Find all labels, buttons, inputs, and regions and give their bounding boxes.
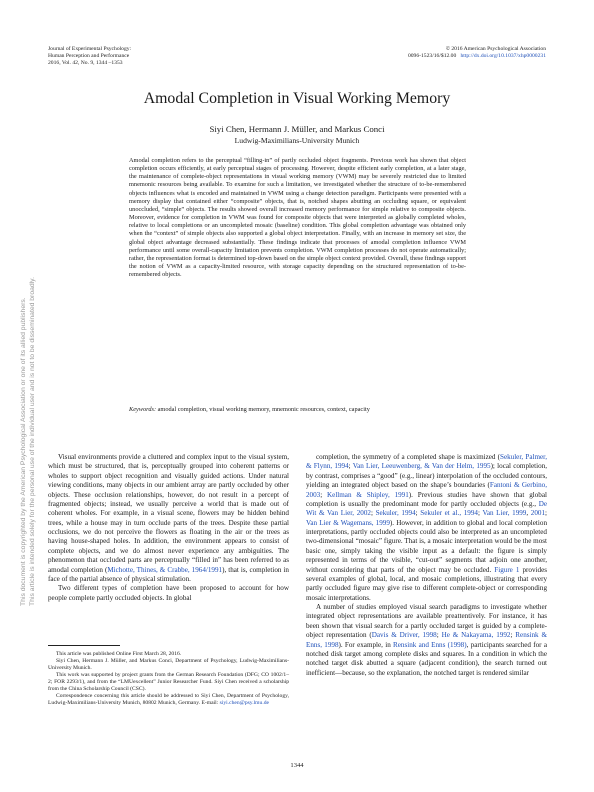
citation-link[interactable]: Van Lier & Wagemans, 1999 bbox=[306, 518, 390, 527]
footnote-funding: This work was supported by project grants from the German Research Foundation (DFG; CO 1002/1–2; FOR 2293/1), and from the “LMUexcellent” Junior Researcher Fund. Siyi Chen received a scholarship from the China Scholarship Council (CSC). bbox=[48, 672, 289, 693]
copyright-block bbox=[408, 46, 546, 60]
journal-volume-line: 2016, Vol. 42, No. 9, 1344 –1353 bbox=[48, 60, 123, 66]
footnote-author-note: Siyi Chen, Hermann J. Müller, and Markus Conci, Department of Psychology, Ludwig-Maximilians-University Munich. bbox=[48, 658, 289, 672]
journal-name-line-1: Journal of Experimental Psychology: bbox=[48, 46, 132, 52]
citation-link[interactable]: De Wit & Van Lier, 2002 bbox=[306, 499, 547, 518]
journal-citation bbox=[48, 46, 131, 67]
author-list: Siyi Chen, Hermann J. Müller, and Markus Conci bbox=[209, 124, 385, 134]
citation-link[interactable]: He & Nakayama, 1992 bbox=[441, 631, 511, 640]
citation-link[interactable]: Sekuler, Palmer, & Flynn, 1994 bbox=[306, 453, 547, 471]
body-column-left bbox=[48, 453, 289, 603]
citation-link[interactable]: Michotte, Thines, & Crabbe, 1964/1991 bbox=[107, 565, 223, 574]
email-link[interactable]: siyi.chen@psy.lmu.de bbox=[219, 700, 270, 707]
page-number: 1344 bbox=[290, 762, 304, 769]
footnote-correspondence bbox=[48, 693, 289, 707]
body-column-right bbox=[306, 453, 547, 678]
sidebar-notice-line-2: This article is intended solely for the personal use of the individual user and is not to be disseminated broadly. bbox=[28, 277, 36, 606]
footnote-published: This article was published Online First March 28, 2016. bbox=[56, 651, 182, 657]
body-paragraph: A number of studies employed visual search paradigms to investigate whether integrated object representations are available preattentively. For instance, it has been shown that visual search for a partly occluded target is guided by a complete-object representation (Davis & Driver, 1998; He & Nakayama, 1992; Rensink & Enns, 1998). For example, in Rensink and Enns (1998), participants searched for a notched disk target among complete disks and squares. In a condition in which the notched target disk abutted a square (adjacent condition), the search turned out inefficient—because, so the explanation, the notched target is rendered similar bbox=[306, 603, 547, 677]
journal-name-line-2: Human Perception and Performance bbox=[48, 53, 130, 59]
issn: 0096-1523/16/$12.00 bbox=[407, 53, 457, 59]
abstract: Amodal completion refers to the perceptual “filling-in” of partly occluded object fragments. Previous work has shown that object completion occurs efficiently, at early perceptual stages of processing. However, despite efficient early completion, at a later stage, the maintenance of complete-object representations in visual working memory (VWM) may be severely restricted due to limited mnemonic resources being available. To examine for such a limitation, we investigated whether the structure of to-be-remembered objects influences what is encoded and maintained in VWM using a change detection paradigm. Participants were presented with a memory display that contained either “composite” objects, that is, notched shapes abutting an occluding square, or equivalent unoccluded, “simple” objects. The results showed overall increased memory performance for simple relative to composite objects. Moreover, evidence for completion in VWM was found for composite objects that were interpreted as globally completed wholes, relative to local completions or an uncompleted mosaic (baseline) condition. This global completion advantage was obtained only when the “context” of simple objects also supported a global object interpretation. Finally, with an increase in memory set size, the global object advantage decreased substantially. These findings indicate that processes of amodal completion influence VWM performance until some overall-capacity limitation prevents completion. VWM completion processes do not operate automatically; rather, the representation format is determined top-down based on the simple object context provided. Overall, these findings support the notion of VWM as a capacity-limited resource, with storage capacity depending on the structured representation of to-be-remembered objects. bbox=[129, 157, 466, 279]
citation-link[interactable]: Kellman & Shipley, 1991 bbox=[327, 490, 409, 499]
keywords bbox=[129, 406, 466, 414]
doi-link[interactable]: http://dx.doi.org/10.1037/xhp0000231 bbox=[460, 53, 546, 59]
body-paragraph: Two different types of completion have been proposed to account for how people complete partly occluded objects. In global bbox=[48, 584, 289, 602]
copyright-line: © 2016 American Psychological Association bbox=[445, 46, 546, 52]
author-affiliation: Ludwig-Maximilians-University Munich bbox=[234, 136, 360, 145]
sidebar-copyright-notice bbox=[20, 277, 37, 606]
issn-doi-line bbox=[408, 53, 546, 60]
body-paragraph: completion, the symmetry of a completed shape is maximized (Sekuler, Palmer, & Flynn, 1994; Van Lier, Leeuwenberg, & Van der Helm, 1995); local completion, by contrast, comprises a “good” (e.g., linear) interpolation of the occluded contours, yielding an integrated object based on the shape’s boundaries (Fantoni & Gerbino, 2003; Kellman & Shipley, 1991). Previous studies have shown that global completion is usually the predominant mode for partly occluded objects (e.g., De Wit & Van Lier, 2002; Sekuler, 1994; Sekuler et al., 1994; Van Lier, 1999, 2001; Van Lier & Wagemans, 1999). However, in addition to global and local completion interpretations, partly occluded objects could also be interpreted as an uncompleted two-dimensional “mosaic” figure. That is, a mosaic interpretation would be the most basic one, simply taking the visible input as a default: the figure is simply represented in terms of the visible, “cut-out” segments that adjoin one another, without considering that parts of the object may be occluded. Figure 1 provides several examples of global, local, and mosaic completions, illustrating that every partly occluded figure may give rise to different complete-object or corresponding mosaic interpretations. bbox=[306, 453, 547, 602]
citation-link[interactable]: Sekuler et al., 1994 bbox=[420, 509, 478, 518]
sidebar-notice-line-1: This document is copyrighted by the American Psychological Association or one of its allied publishers. bbox=[20, 297, 27, 606]
keywords-text: amodal completion, visual working memory, mnemonic resources, context, capacity bbox=[157, 406, 370, 413]
body-paragraph: Visual environments provide a cluttered and complex input to the visual system, which must be structured, that is, perceptually grouped into coherent patterns or wholes to support object recognition and visually guided actions. Under natural viewing conditions, many objects in our ambient array are partly occluded by other objects. These occlusion relationships, however, do not result in a percept of fragmented objects; instead, we usually perceive a world that is made out of coherent wholes. For example, in a visual scene, flowers may be hidden behind trees, while a house may in turn occlude parts of the trees. Despite these partial occlusions, we do not perceive the flowers as floating in the air or the trees as having house-shaped holes. In addition, the environment appears to consist of complete objects, and we do almost never experience any ambiguities. The phenomenon that occluded parts are perceptually “filled in” has been referred to as amodal completion (Michotte, Thines, & Crabbe, 1964/1991), that is, completion in face of the partial absence of physical stimulation. bbox=[48, 453, 289, 583]
article-title: Amodal Completion in Visual Working Memory bbox=[143, 90, 451, 107]
citation-link[interactable]: Fantoni & Gerbino, 2003 bbox=[306, 481, 547, 499]
citation-link[interactable]: Davis & Driver, 1998 bbox=[371, 631, 437, 640]
footnote-divider bbox=[48, 645, 120, 646]
citation-link[interactable]: 2001 bbox=[530, 509, 545, 518]
citation-link[interactable]: Rensink and Enns (1998) bbox=[393, 640, 467, 649]
footnotes bbox=[48, 651, 289, 707]
citation-link[interactable]: Sekuler, 1994 bbox=[375, 509, 416, 518]
citation-link[interactable]: Van Lier, 1999 bbox=[482, 509, 527, 518]
citation-link[interactable]: Figure 1 bbox=[494, 565, 520, 574]
correspondence-text: Correspondence concerning this article should be addressed to Siyi Chen, Department of Psychology, Ludwig-Maximilians-University Munich, 80802 Munich, Germany. E-mail: bbox=[48, 693, 289, 707]
citation-link[interactable]: Van Lier, Leeuwenberg, & Van der Helm, 1995 bbox=[352, 462, 491, 471]
keywords-label: Keywords: bbox=[129, 406, 157, 413]
citation-link[interactable]: Rensink & Enns, 1998 bbox=[306, 631, 547, 649]
